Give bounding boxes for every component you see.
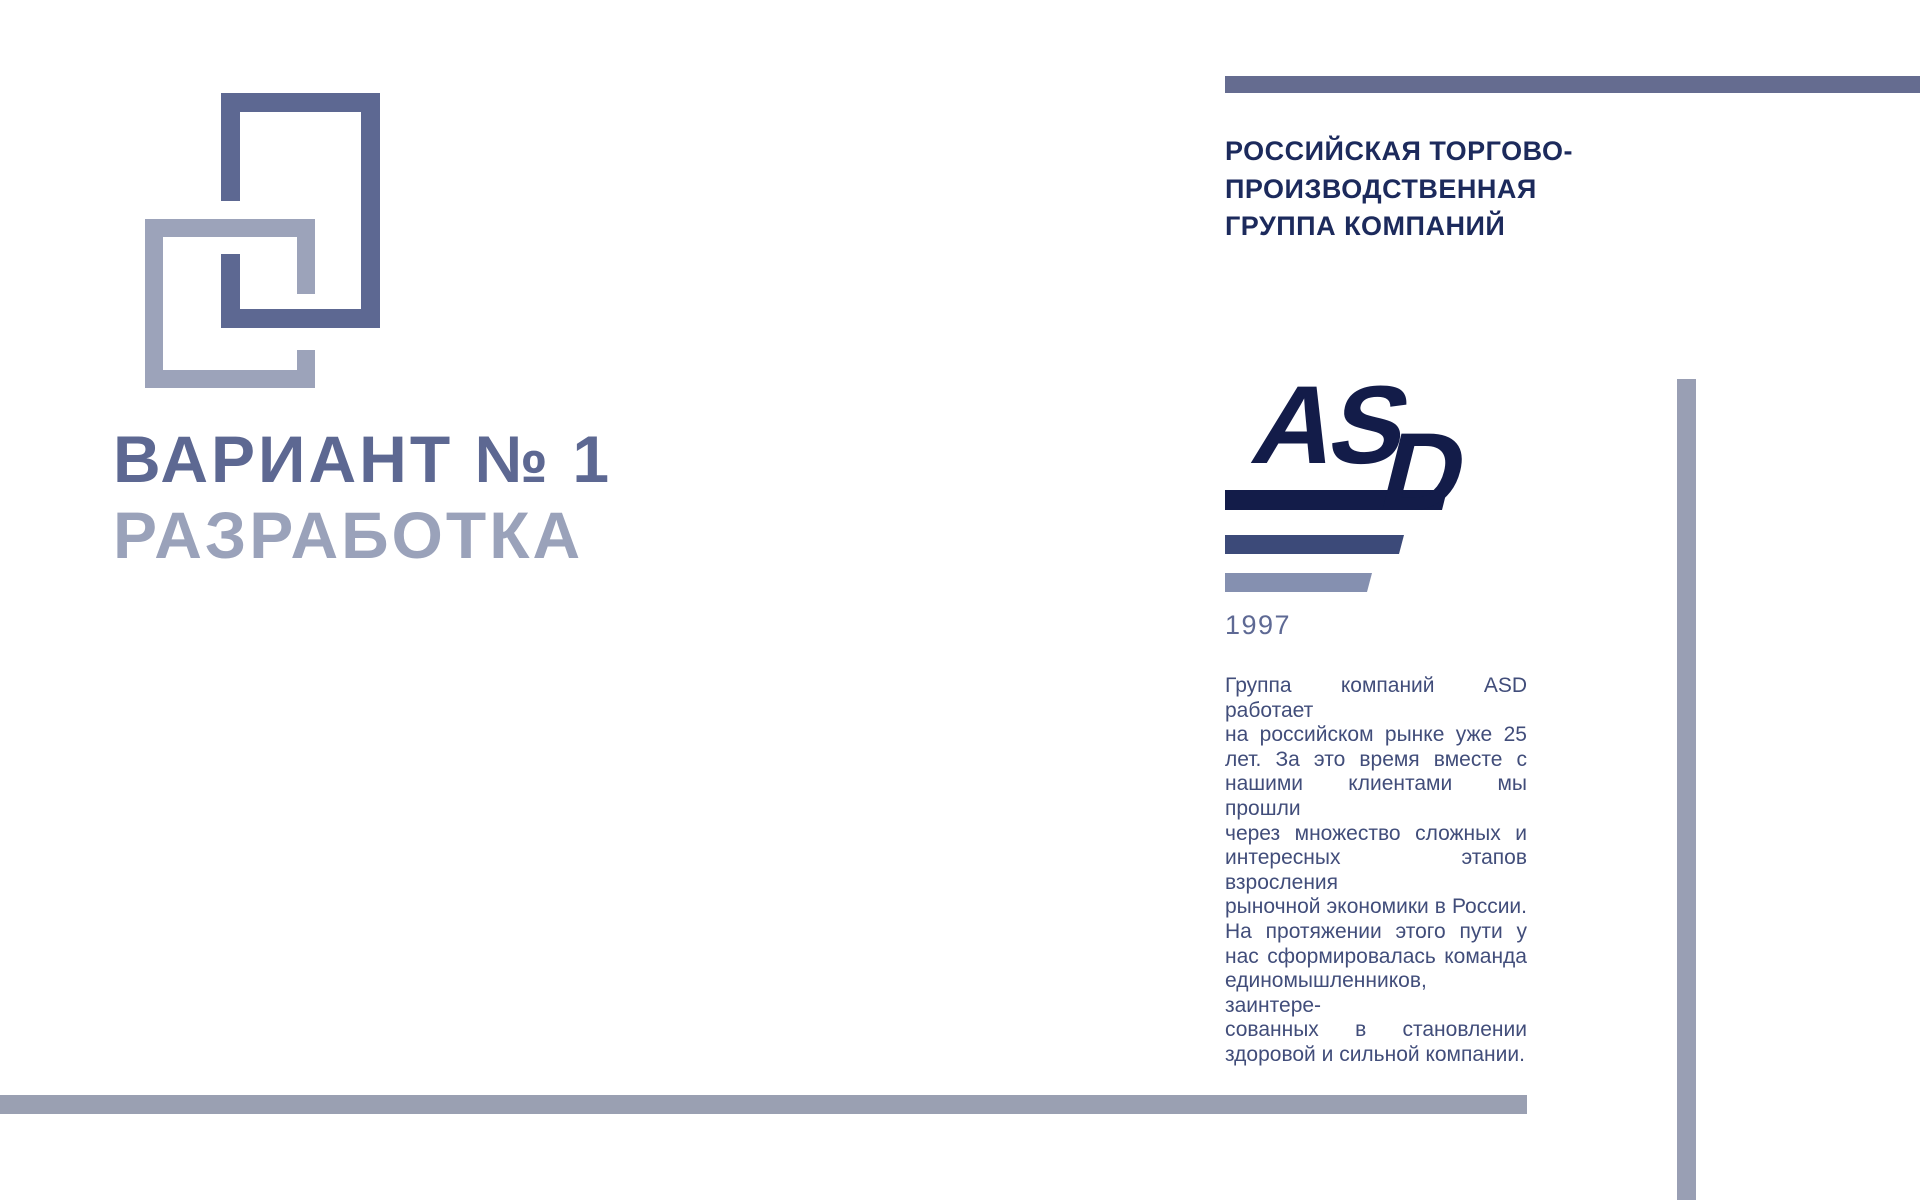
company-type-line-2: ПРОИЗВОДСТВЕННАЯ <box>1225 173 1537 204</box>
asd-letter-d: D <box>1369 409 1477 534</box>
founding-year: 1997 <box>1225 610 1292 640</box>
right-accent-bar <box>1677 379 1696 1200</box>
light-square-top <box>145 219 315 237</box>
variant-title-line1: ВАРИАНТ № 1 <box>113 422 613 496</box>
variant-title-block <box>113 421 612 573</box>
asd-letters-as: AS <box>1242 362 1420 487</box>
dark-square-right <box>361 93 380 328</box>
description-line: Группа компаний ASD работает <box>1225 674 1527 722</box>
description-line: через множество сложных и <box>1225 821 1527 845</box>
company-description <box>1225 674 1527 1068</box>
light-square-bottom <box>145 370 315 388</box>
description-line: На протяжении этого пути у <box>1225 919 1527 943</box>
description-line: единомышленников, заинтере- <box>1225 969 1427 1017</box>
interlocked-squares-logo <box>145 93 380 388</box>
description-line: нашими клиентами мы прошли <box>1225 772 1527 820</box>
variant-title-line2: РАЗРАБОТКА <box>113 498 584 572</box>
dark-square-bottom <box>221 309 380 328</box>
company-type-heading <box>1225 133 1573 246</box>
description-line: нас сформировалась команда <box>1225 944 1527 968</box>
dark-square-left-lower <box>221 254 240 309</box>
top-accent-bar <box>1225 76 1920 93</box>
asd-speed-bar-3 <box>1225 573 1372 592</box>
description-line: лет. За это время вместе с <box>1225 747 1527 771</box>
asd-speed-bar-2 <box>1225 535 1404 554</box>
description-line: рыночной экономики в России. <box>1225 895 1527 919</box>
description-line: интересных этапов взросления <box>1225 846 1527 894</box>
company-type-line-1: РОССИЙСКАЯ ТОРГОВО- <box>1225 136 1573 166</box>
light-square-left <box>145 237 163 388</box>
description-line: здоровой и сильной компании. <box>1225 1042 1525 1066</box>
dark-square-left-upper <box>221 112 240 201</box>
description-line: сованных в становлении <box>1225 1018 1527 1042</box>
company-type-line-3: ГРУППА КОМПАНИЙ <box>1225 211 1506 241</box>
light-square-right-upper <box>297 237 315 294</box>
dark-square-top <box>221 93 380 112</box>
light-square-right-lower <box>297 350 315 370</box>
asd-logo <box>1200 360 1500 620</box>
description-line: на российском рынке уже 25 <box>1225 723 1527 747</box>
bottom-accent-bar <box>0 1095 1527 1114</box>
